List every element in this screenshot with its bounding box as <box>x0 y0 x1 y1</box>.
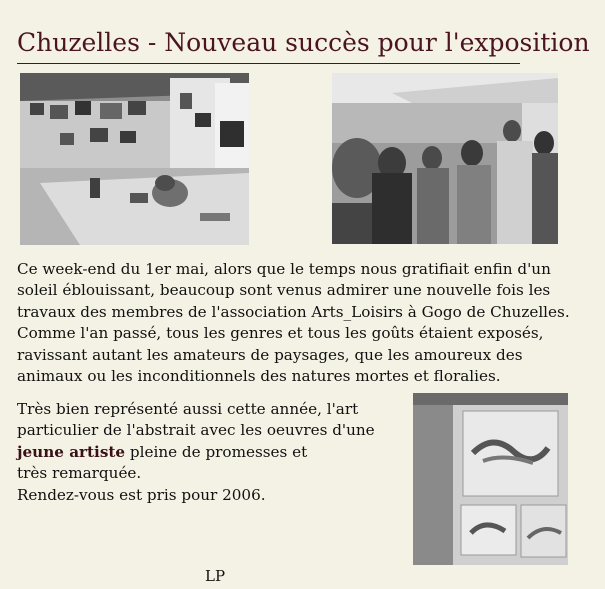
article-title: Chuzelles - Nouveau succès pour l'exposition <box>17 28 590 57</box>
title-underline <box>17 63 520 64</box>
paragraph-2-line-4: très remarquée. <box>17 464 142 483</box>
exhibition-hall-photo <box>20 73 249 245</box>
paragraph-2-line-2: particulier de l'abstrait avec les oeuvres d'une <box>17 421 375 440</box>
paragraph-2-line-1: Très bien représenté aussi cette année, l'art <box>17 400 359 418</box>
paragraph-2-line-3: pleine de promesses et <box>125 442 308 461</box>
author-signature: LP <box>205 567 226 585</box>
visitors-crowd-photo <box>332 73 558 244</box>
abstract-art-photo <box>413 393 568 565</box>
article-paragraph-2 <box>17 399 407 506</box>
article-paragraph-3: Rendez-vous est pris pour 2006. <box>17 485 266 504</box>
article-paragraph-1: Ce week-end du 1er mai, alors que le temps nous gratifiait enfin d'un soleil éblouissant, beaucoup sont venus admirer une nouvelle fois les travaux des membres de l'association Arts_Loisirs à Gogo de Chuzelles. Comme l'an passé, tous les genres et tous les goûts étaient exposés, ravissant autant les amateurs de paysages, que les amoureux des animaux ou les inconditionnels des natures mortes et floralies. <box>17 260 570 386</box>
jeune-artiste-emphasis: jeune artiste <box>17 442 126 461</box>
